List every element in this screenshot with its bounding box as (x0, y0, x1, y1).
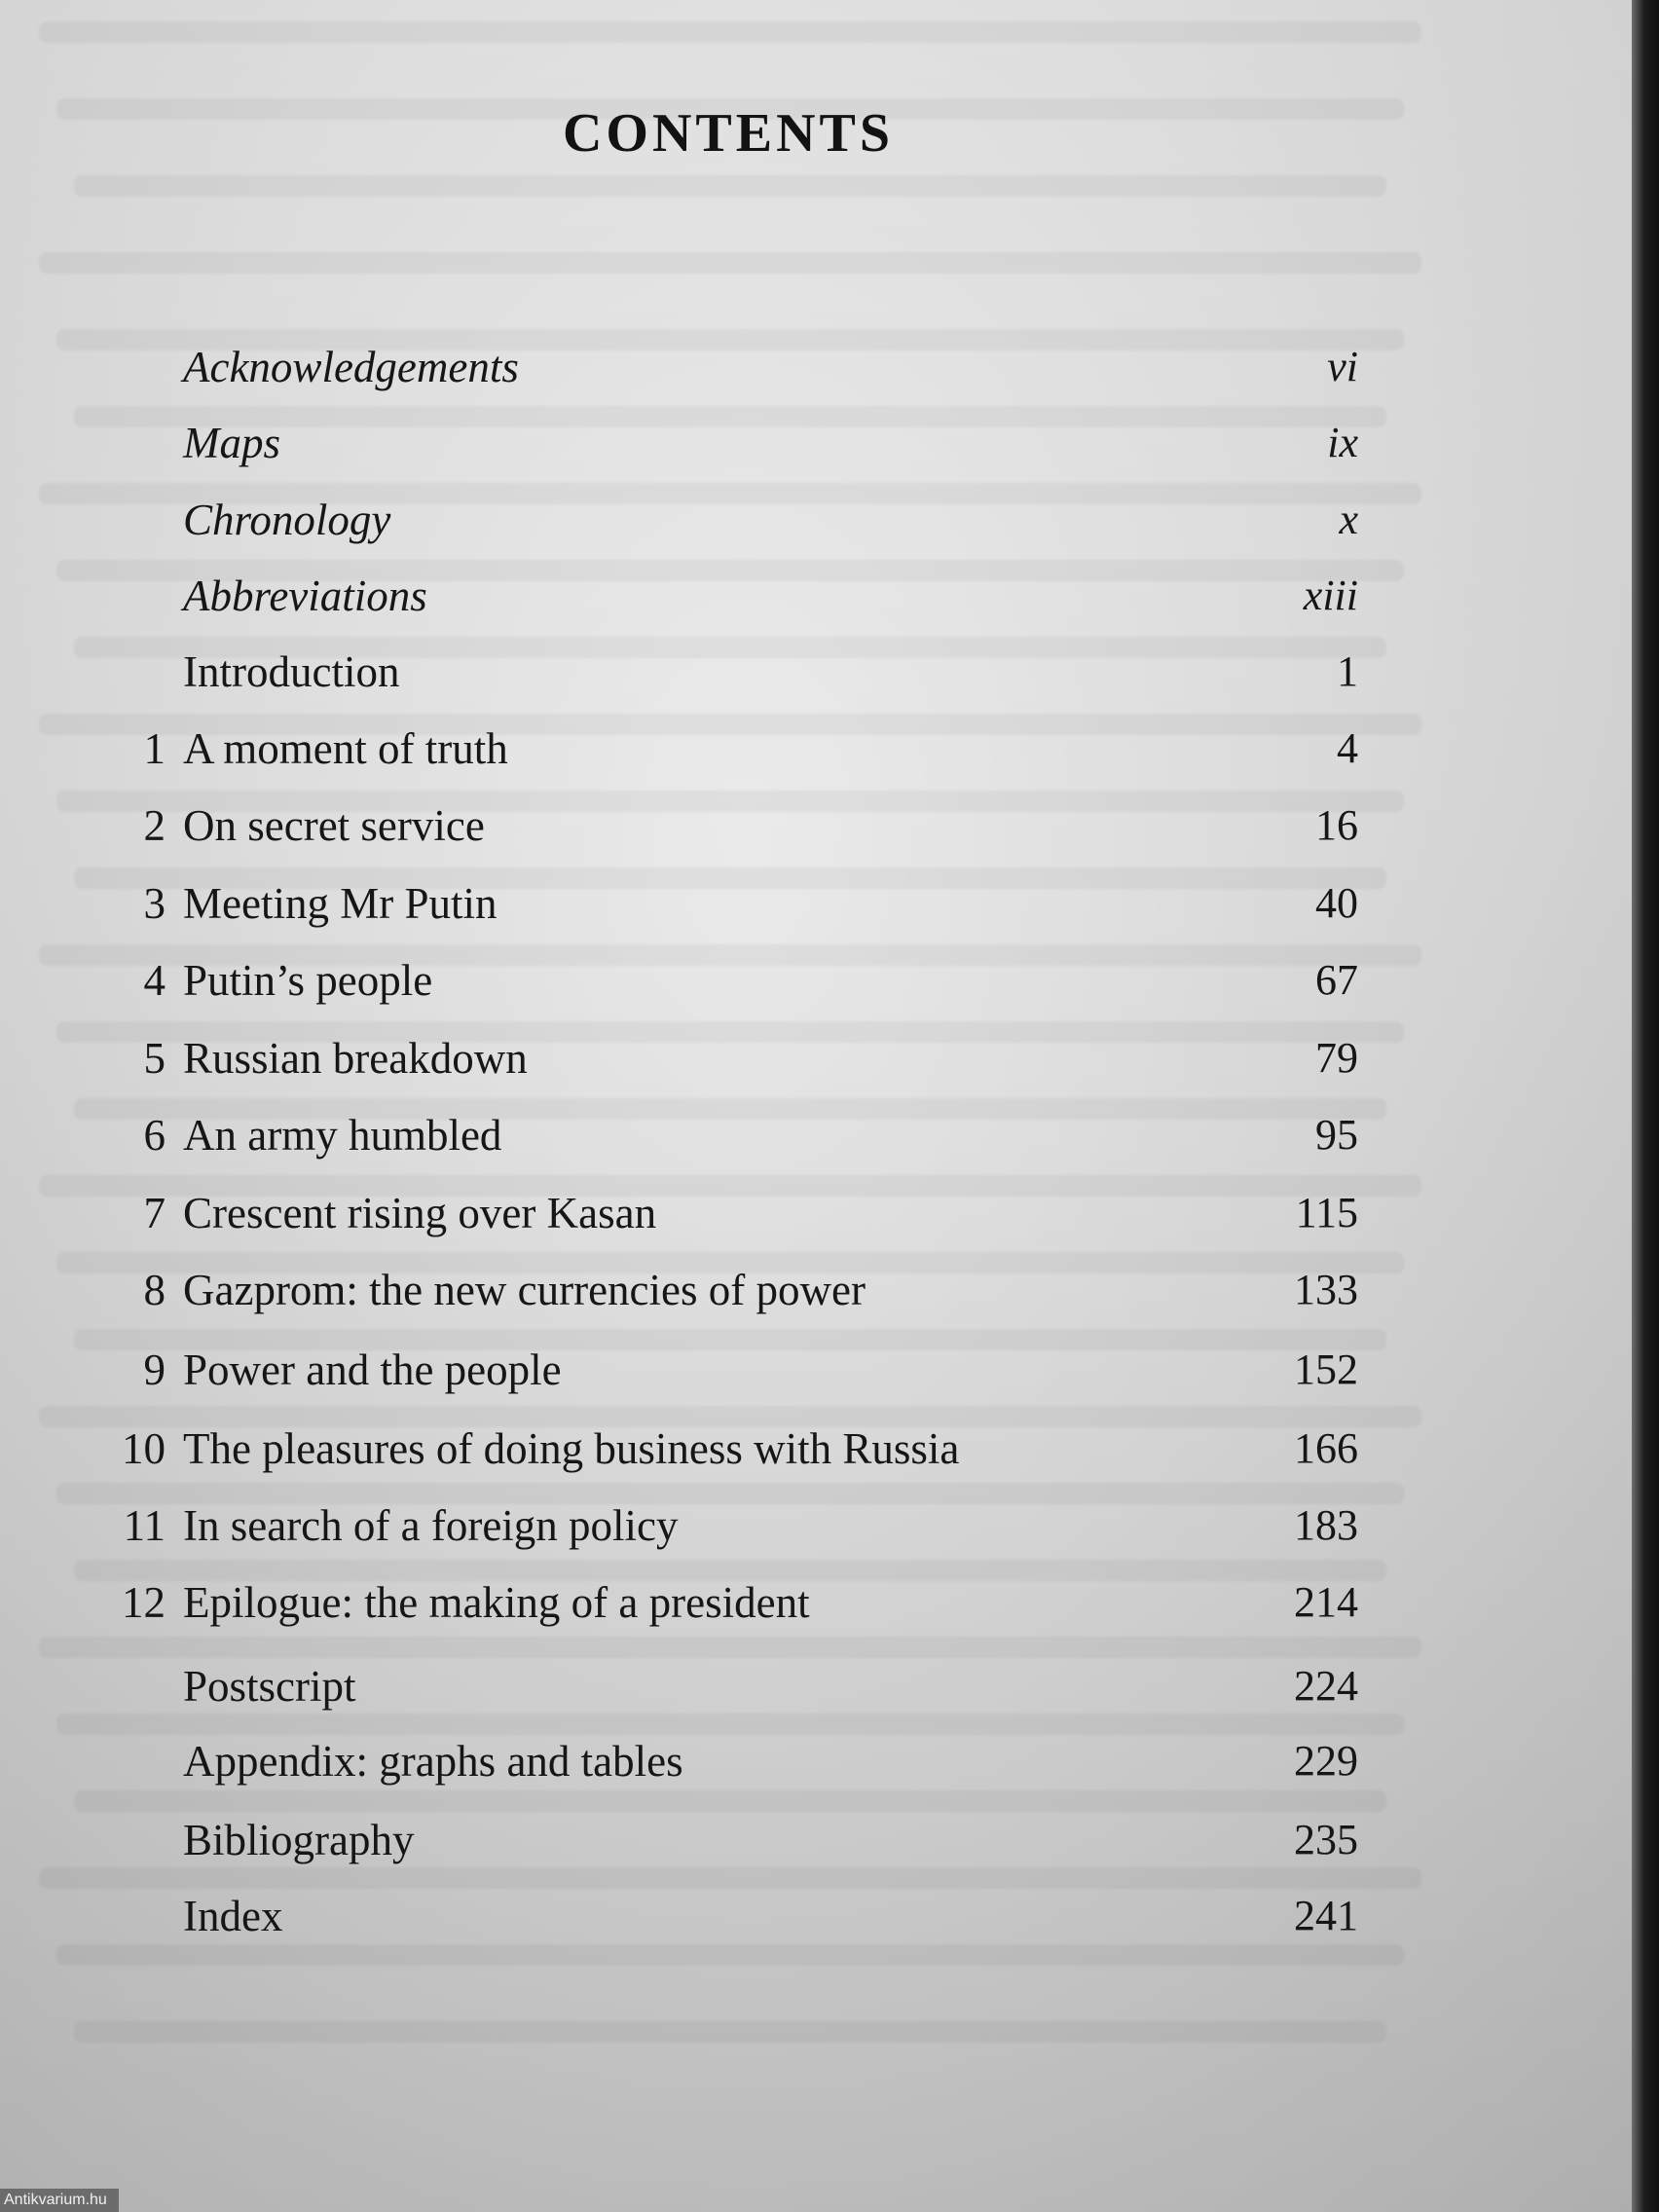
entry-title: Index (183, 1892, 283, 1940)
page-number: 152 (1294, 1346, 1358, 1393)
chapter-number: 6 (143, 1111, 166, 1160)
entry-title: Appendix: graphs and tables (183, 1737, 683, 1786)
entry-title: An army humbled (183, 1111, 502, 1160)
page-edge-shadow (1632, 0, 1659, 2212)
toc-entry (0, 872, 1382, 935)
chapter-number: 12 (122, 1578, 166, 1627)
toc-entry (0, 1571, 1382, 1634)
page-number: xiii (1303, 571, 1358, 619)
toc-entry (0, 1809, 1382, 1871)
toc-entry (0, 718, 1382, 780)
entry-title: In search of a foreign policy (183, 1501, 679, 1550)
page-number: 1 (1337, 647, 1358, 695)
entry-title: Abbreviations (183, 571, 427, 620)
entry-title: Epilogue: the making of a president (183, 1578, 810, 1627)
chapter-number: 1 (143, 724, 166, 773)
toc-entry (0, 1259, 1382, 1321)
chapter-number: 5 (143, 1034, 166, 1083)
page-number: 229 (1294, 1737, 1358, 1785)
page-number: 166 (1294, 1424, 1358, 1472)
page-number: 4 (1337, 724, 1358, 772)
entry-title: Meeting Mr Putin (183, 879, 498, 928)
page-number: 133 (1294, 1266, 1358, 1313)
toc-entry (0, 1494, 1382, 1557)
page-number: 40 (1315, 879, 1358, 927)
entry-title: Crescent rising over Kasan (183, 1189, 657, 1237)
entry-title: Chronology (183, 496, 391, 544)
chapter-number: 7 (143, 1189, 166, 1237)
entry-title: Russian breakdown (183, 1034, 528, 1083)
entry-title: Bibliography (183, 1816, 415, 1864)
chapter-number: 10 (122, 1424, 166, 1473)
entry-title: Acknowledgements (183, 343, 519, 391)
contents-heading: CONTENTS (562, 103, 895, 164)
toc-entry (0, 1027, 1382, 1089)
toc-entry (0, 949, 1382, 1012)
toc-entry (0, 412, 1382, 474)
entry-title: On secret service (183, 801, 485, 850)
page-number: 115 (1295, 1189, 1358, 1236)
entry-title: Maps (183, 419, 280, 467)
toc-entry (0, 1655, 1382, 1717)
page-number: 224 (1294, 1662, 1358, 1710)
toc-entry (0, 794, 1382, 857)
showthrough-line (74, 2021, 1386, 2043)
entry-title: Gazprom: the new currencies of power (183, 1266, 866, 1314)
toc-entry (0, 1182, 1382, 1244)
page-number: 67 (1315, 956, 1358, 1004)
page-number: 241 (1294, 1892, 1358, 1939)
chapter-number: 4 (143, 956, 166, 1005)
page-number: vi (1327, 343, 1358, 390)
watermark: Antikvarium.hu (0, 2189, 119, 2212)
toc-entry (0, 489, 1382, 551)
entry-title: Introduction (183, 647, 400, 696)
page-number: x (1339, 496, 1358, 543)
page-number: 95 (1315, 1111, 1358, 1159)
toc-entry (0, 1418, 1382, 1480)
showthrough-line (74, 175, 1386, 197)
page-number: 214 (1294, 1578, 1358, 1626)
toc-entry (0, 641, 1382, 703)
toc-entry (0, 1339, 1382, 1401)
entry-title: Postscript (183, 1662, 356, 1711)
toc-entry (0, 336, 1382, 398)
entry-title: Power and the people (183, 1346, 562, 1394)
toc-entry (0, 1730, 1382, 1792)
showthrough-line (56, 1944, 1404, 1966)
toc-entry (0, 1104, 1382, 1166)
page-number: 79 (1315, 1034, 1358, 1082)
page-number: ix (1327, 419, 1358, 466)
page-number: 183 (1294, 1501, 1358, 1549)
chapter-number: 11 (123, 1501, 166, 1550)
page-number: 16 (1315, 801, 1358, 849)
toc-entry (0, 565, 1382, 627)
entry-title: Putin’s people (183, 956, 433, 1005)
chapter-number: 9 (143, 1346, 166, 1394)
toc-entry (0, 1885, 1382, 1947)
entry-title: The pleasures of doing business with Russia (183, 1424, 960, 1473)
chapter-number: 8 (143, 1266, 166, 1314)
showthrough-line (39, 21, 1421, 43)
chapter-number: 2 (143, 801, 166, 850)
showthrough-line (39, 252, 1421, 274)
page-number: 235 (1294, 1816, 1358, 1863)
entry-title: A moment of truth (183, 724, 508, 773)
chapter-number: 3 (143, 879, 166, 928)
